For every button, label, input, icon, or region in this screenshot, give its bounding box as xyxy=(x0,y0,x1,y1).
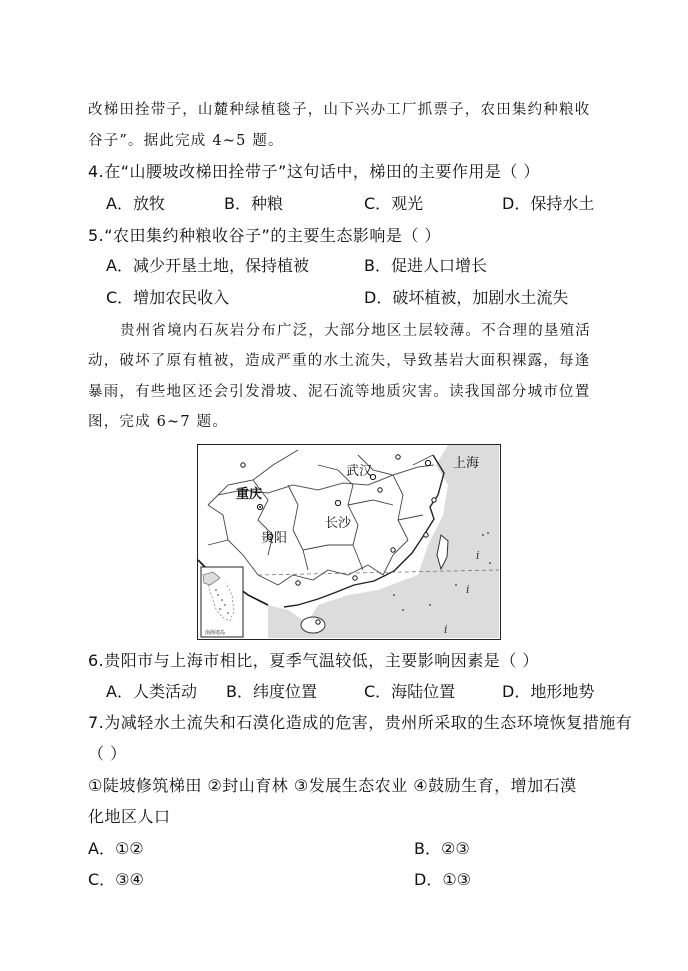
q7-option-d[interactable]: D．①③ xyxy=(414,870,472,889)
q7-measures-line-2: 化地区人口 xyxy=(88,807,171,826)
q7-option-b[interactable]: B．②③ xyxy=(414,839,470,858)
inset-label: 南海诸岛 xyxy=(205,630,226,636)
label-shanghai: 上海 xyxy=(453,456,480,471)
passage2-line-1: 贵州省境内石灰岩分布广泛，大部分地区土层较薄。不合理的垦殖活 xyxy=(120,323,591,339)
q6-option-b[interactable]: B．纬度位置 xyxy=(226,682,317,701)
city-location-map xyxy=(197,444,501,640)
q6-stem: 6.贵阳市与上海市相比，夏季气温较低，主要影响因素是（ ） xyxy=(88,651,539,670)
q5-option-b[interactable]: B．促进人口增长 xyxy=(364,256,487,275)
q7-measures-line-1: ①陡坡修筑梯田 ②封山育林 ③发展生态农业 ④鼓励生育，增加石漠 xyxy=(88,776,577,795)
passage2-line-2: 动，破坏了原有植被，造成严重的水土流失，导致基岩大面积裸露，每逢 xyxy=(88,353,591,369)
q6-option-d[interactable]: D．地形地势 xyxy=(502,682,595,701)
q7-option-a[interactable]: A．①② xyxy=(88,839,144,858)
q7-option-c[interactable]: C．③④ xyxy=(88,870,144,889)
q7-stem-line-1: 7.为减轻水土流失和石漠化造成的危害，贵州所采取的生态环境恢复措施有 xyxy=(88,713,633,732)
q6-option-c[interactable]: C．海陆位置 xyxy=(364,682,456,701)
sea-area xyxy=(298,445,499,638)
passage2-line-3: 暴雨，有些地区还会引发滑坡、泥石流等地质灾害。读我国部分城市位置 xyxy=(88,384,591,400)
q4-option-d[interactable]: D．保持水土 xyxy=(502,194,595,213)
province-boundaries xyxy=(208,450,433,585)
label-guiyang: 贵阳 xyxy=(261,531,288,546)
q5-option-a[interactable]: A．减少开垦土地，保持植被 xyxy=(106,256,309,275)
label-wuhan: 武汉 xyxy=(346,464,373,479)
q4-stem: 4.在“山腰坡改梯田拴带子”这句话中，梯田的主要作用是（ ） xyxy=(88,162,540,181)
intro-line-2: 谷子”。据此完成 4~5 题。 xyxy=(88,133,284,149)
changsha-point xyxy=(335,500,340,505)
q7-stem-line-2: （ ） xyxy=(88,744,127,763)
q4-option-a[interactable]: A．放牧 xyxy=(106,194,165,213)
passage2-line-4: 图，完成 6~7 题。 xyxy=(88,414,229,430)
q5-option-c[interactable]: C．增加农民收入 xyxy=(106,288,230,307)
svg-text:i: i xyxy=(476,549,480,562)
q5-stem: 5.“农田集约种粮收谷子”的主要生态影响是（ ） xyxy=(88,226,441,245)
q6-option-a[interactable]: A．人类活动 xyxy=(106,682,197,701)
label-changsha: 长沙 xyxy=(325,516,352,531)
label-chongqing: 重庆 xyxy=(236,487,263,502)
intro-line-1: 改梯田拴带子，山麓种绿植毯子，山下兴办工厂抓票子，农田集约种粮收 xyxy=(88,102,591,118)
svg-text:i: i xyxy=(444,623,448,636)
q4-option-b[interactable]: B．种粮 xyxy=(224,194,283,213)
shanghai-point xyxy=(425,460,430,465)
svg-text:i: i xyxy=(466,583,470,596)
south-china-sea-inset xyxy=(201,567,243,637)
q4-option-c[interactable]: C．观光 xyxy=(364,194,424,213)
q5-option-d[interactable]: D．破坏植被，加剧水土流失 xyxy=(364,288,569,307)
hainan-island xyxy=(301,617,325,633)
